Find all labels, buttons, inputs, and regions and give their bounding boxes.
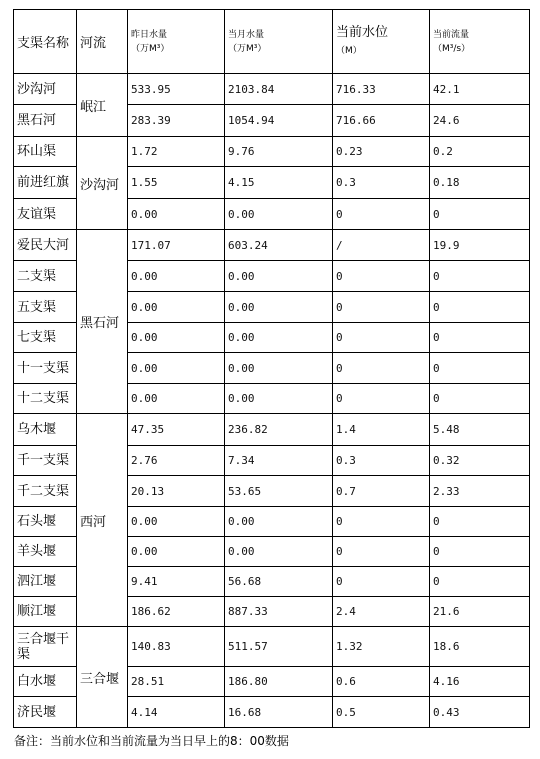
branch-name: 千一支渠 <box>14 446 77 476</box>
month-volume: 56.68 <box>225 567 333 597</box>
month-volume: 0.00 <box>225 537 333 567</box>
month-volume: 7.34 <box>225 446 333 476</box>
header-yesterday-unit: （万M³） <box>131 43 170 54</box>
current-flow: 0 <box>430 261 530 292</box>
branch-name: 乌木堰 <box>14 414 77 446</box>
river-cell: 西河 <box>77 414 128 627</box>
river-cell: 三合堰 <box>77 627 128 728</box>
yesterday-volume: 0.00 <box>128 353 225 384</box>
branch-name: 爱民大河 <box>14 230 77 261</box>
branch-name: 泗江堰 <box>14 567 77 597</box>
current-flow: 4.16 <box>430 667 530 697</box>
yesterday-volume: 0.00 <box>128 199 225 230</box>
yesterday-volume: 1.72 <box>128 137 225 167</box>
month-volume: 887.33 <box>225 597 333 627</box>
branch-name: 环山渠 <box>14 137 77 167</box>
branch-name: 友谊渠 <box>14 199 77 230</box>
month-volume: 0.00 <box>225 353 333 384</box>
month-volume: 9.76 <box>225 137 333 167</box>
current-flow: 0 <box>430 384 530 414</box>
current-flow: 0.18 <box>430 167 530 199</box>
footnote: 备注：当前水位和当前流量为当日早上的8：00数据 <box>14 734 289 748</box>
current-level: 0.5 <box>333 697 430 728</box>
month-volume: 0.00 <box>225 323 333 353</box>
current-level: 716.33 <box>333 74 430 105</box>
branch-name: 济民堰 <box>14 697 77 728</box>
yesterday-volume: 0.00 <box>128 323 225 353</box>
current-flow: 0 <box>430 292 530 323</box>
current-level: 0 <box>333 507 430 537</box>
header-row <box>14 10 530 74</box>
current-level: 1.4 <box>333 414 430 446</box>
header-river: 河流 <box>77 10 128 74</box>
month-volume: 4.15 <box>225 167 333 199</box>
yesterday-volume: 0.00 <box>128 537 225 567</box>
current-level: 0 <box>333 537 430 567</box>
month-volume: 0.00 <box>225 199 333 230</box>
yesterday-volume: 0.00 <box>128 261 225 292</box>
header-flow-label: 当前流量 <box>433 29 470 40</box>
branch-name: 黑石河 <box>14 105 77 137</box>
current-level: 0.3 <box>333 167 430 199</box>
month-volume: 0.00 <box>225 261 333 292</box>
header-yesterday-label: 昨日水量 <box>131 29 168 40</box>
header-current-level <box>333 10 430 74</box>
header-level-label: 当前水位 <box>336 24 389 40</box>
yesterday-volume: 20.13 <box>128 476 225 507</box>
month-volume: 0.00 <box>225 507 333 537</box>
current-level: 0 <box>333 323 430 353</box>
current-level: 0 <box>333 567 430 597</box>
current-level: 0 <box>333 353 430 384</box>
branch-name: 前进红旗 <box>14 167 77 199</box>
water-data-table <box>13 9 530 728</box>
branch-name: 白水堰 <box>14 667 77 697</box>
branch-name: 七支渠 <box>14 323 77 353</box>
branch-name: 顺江堰 <box>14 597 77 627</box>
header-yesterday-volume <box>128 10 225 74</box>
yesterday-volume: 1.55 <box>128 167 225 199</box>
current-level: 1.32 <box>333 627 430 667</box>
branch-name: 沙沟河 <box>14 74 77 105</box>
current-flow: 0.32 <box>430 446 530 476</box>
header-month-unit: （万M³） <box>228 43 267 54</box>
month-volume: 0.00 <box>225 384 333 414</box>
yesterday-volume: 4.14 <box>128 697 225 728</box>
current-flow: 0 <box>430 199 530 230</box>
current-flow: 2.33 <box>430 476 530 507</box>
month-volume: 603.24 <box>225 230 333 261</box>
yesterday-volume: 171.07 <box>128 230 225 261</box>
header-current-flow <box>430 10 530 74</box>
yesterday-volume: 47.35 <box>128 414 225 446</box>
yesterday-volume: 0.00 <box>128 292 225 323</box>
yesterday-volume: 140.83 <box>128 627 225 667</box>
current-level: 0 <box>333 384 430 414</box>
branch-name: 二支渠 <box>14 261 77 292</box>
branch-name: 三合堰干渠 <box>14 627 77 667</box>
table-row <box>14 74 530 105</box>
current-level: 0.3 <box>333 446 430 476</box>
current-level: 0.6 <box>333 667 430 697</box>
current-flow: 42.1 <box>430 74 530 105</box>
yesterday-volume: 186.62 <box>128 597 225 627</box>
current-flow: 0 <box>430 353 530 384</box>
header-month-label: 当月水量 <box>228 29 265 40</box>
month-volume: 53.65 <box>225 476 333 507</box>
yesterday-volume: 2.76 <box>128 446 225 476</box>
yesterday-volume: 9.41 <box>128 567 225 597</box>
current-flow: 0 <box>430 323 530 353</box>
current-flow: 5.48 <box>430 414 530 446</box>
current-flow: 19.9 <box>430 230 530 261</box>
current-level: 0 <box>333 292 430 323</box>
current-level: 0.7 <box>333 476 430 507</box>
yesterday-volume: 0.00 <box>128 507 225 537</box>
current-flow: 0.2 <box>430 137 530 167</box>
yesterday-volume: 28.51 <box>128 667 225 697</box>
header-flow-unit: （M³/s） <box>433 43 471 54</box>
header-level-unit: （M） <box>336 45 362 56</box>
table-row <box>14 414 530 446</box>
yesterday-volume: 533.95 <box>128 74 225 105</box>
current-flow: 0 <box>430 537 530 567</box>
current-level: 0 <box>333 199 430 230</box>
month-volume: 236.82 <box>225 414 333 446</box>
current-level: 2.4 <box>333 597 430 627</box>
month-volume: 511.57 <box>225 627 333 667</box>
current-flow: 0 <box>430 507 530 537</box>
current-flow: 21.6 <box>430 597 530 627</box>
header-branch-name: 支渠名称 <box>14 10 77 74</box>
current-flow: 24.6 <box>430 105 530 137</box>
current-flow: 18.6 <box>430 627 530 667</box>
current-flow: 0 <box>430 567 530 597</box>
branch-name: 五支渠 <box>14 292 77 323</box>
branch-name: 十二支渠 <box>14 384 77 414</box>
river-cell: 岷江 <box>77 74 128 137</box>
branch-name: 千二支渠 <box>14 476 77 507</box>
current-level: 0.23 <box>333 137 430 167</box>
branch-name: 十一支渠 <box>14 353 77 384</box>
river-cell: 沙沟河 <box>77 137 128 230</box>
current-level: 0 <box>333 261 430 292</box>
header-month-volume <box>225 10 333 74</box>
yesterday-volume: 283.39 <box>128 105 225 137</box>
month-volume: 1054.94 <box>225 105 333 137</box>
current-level: / <box>333 230 430 261</box>
current-flow: 0.43 <box>430 697 530 728</box>
current-level: 716.66 <box>333 105 430 137</box>
month-volume: 16.68 <box>225 697 333 728</box>
yesterday-volume: 0.00 <box>128 384 225 414</box>
month-volume: 186.80 <box>225 667 333 697</box>
month-volume: 0.00 <box>225 292 333 323</box>
table-row <box>14 230 530 261</box>
month-volume: 2103.84 <box>225 74 333 105</box>
table-row <box>14 137 530 167</box>
river-cell: 黑石河 <box>77 230 128 414</box>
branch-name: 羊头堰 <box>14 537 77 567</box>
table-row <box>14 627 530 667</box>
branch-name: 石头堰 <box>14 507 77 537</box>
